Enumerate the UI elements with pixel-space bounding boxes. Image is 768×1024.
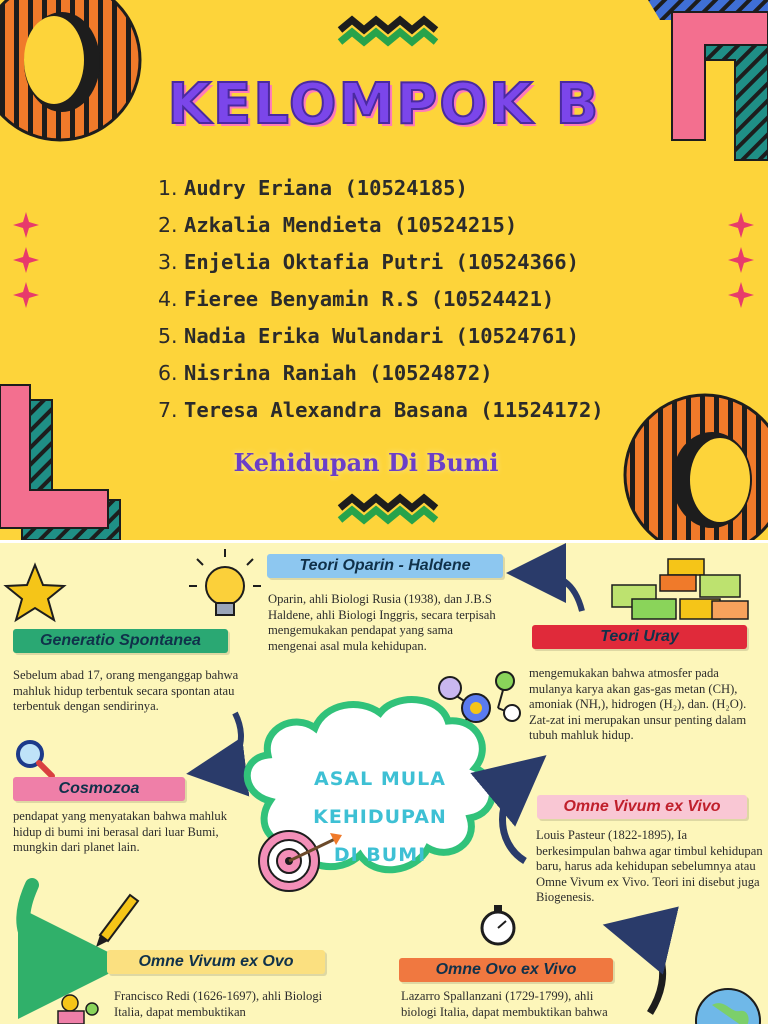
curved-arrow-icon [210,713,241,771]
central-title-line1: ASAL MULA [314,768,446,790]
page-title: KELOMPOK B [167,72,601,137]
pencil-icon [96,895,138,947]
list-item: 3. Enjelia Oktafia Putri (10524366) [158,250,579,274]
zigzag-bottom [340,498,436,520]
star-icon [6,565,64,620]
list-item: 2. Azkalia Mendieta (10524215) [158,213,518,237]
central-title [290,760,470,874]
lightbulb-icon [189,549,261,615]
text-omne-vivum-ex-vivo: Louis Pasteur (1822-1895), Ia berkesimpulan bahwa agar timbul kehidupan baru, harus ada kehidupan sebelumnya atau Omne Vivum ex Vivo. Teori ini disebut juga Biogenesis. [536,828,763,904]
member-list [158,170,604,429]
zigzag-top [340,20,436,42]
people-icon [58,995,98,1024]
text-generatio-spontanea: Sebelum abad 17, orang menganggap bahwa mahluk hidup terbentuk secara spontan atau terbentuk dengan sendirinya. [13,668,239,713]
sparkles-left [13,212,39,308]
globe-icon [696,989,760,1024]
lego-blocks-icon [612,559,748,619]
mindmap-slide [0,543,768,1024]
curved-arrow-icon [630,931,663,1013]
subtitle: Kehidupan Di Bumi [233,448,499,477]
text-cosmozoa: pendapat yang menyatakan bahwa mahluk hidup di bumi ini berasal dari luar Bumi, mungkin dari planet lain. [13,809,228,854]
label-omne-vivum-ex-vivo: Omne Vivum ex Vivo [537,795,747,819]
list-item: 5. Nadia Erika Wulandari (10524761) [158,324,579,348]
text-omne-vivum-ex-ovo: Francisco Redi (1626-1697), ahli Biologi Italia, dapat membuktikan [114,989,323,1019]
list-item: 1. Audry Eriana (10524185) [158,176,468,200]
label-omne-ovo-ex-vivo: Omne Ovo ex Vivo [399,958,613,982]
curved-arrow-icon [530,573,582,611]
list-item: 6. Nisrina Raniah (10524872) [158,361,493,385]
label-teori-oparin-haldene: Teori Oparin - Haldene [267,554,503,578]
curved-arrow-icon [503,773,526,861]
label-teori-uray: Teori Uray [532,625,747,649]
magnifier-icon [18,742,52,776]
label-omne-vivum-ex-ovo: Omne Vivum ex Ovo [107,950,325,974]
label-cosmozoa: Cosmozoa [13,777,185,801]
list-item: 4. Fieree Benyamin R.S (10524421) [158,287,555,311]
central-title-line2: KEHIDUPAN [313,806,447,828]
label-generatio-spontanea: Generatio Spontanea [13,629,228,653]
central-title-line3: DI BUMI [333,844,427,866]
curved-arrow-icon [23,885,88,963]
list-item: 7. Teresa Alexandra Basana (11524172) [158,398,604,422]
stopwatch-icon [482,905,514,944]
sparkles-right [728,212,754,308]
text-teori-uray: mengemukakan bahwa atmosfer pada mulanya karya akan gas-gas metan (CH), amoniak (NH,), hidrogen (H₂), dan. (H₂O). Zat-zat ini merupakan unsur penting dalam tubuh mahluk hidup. [529,666,747,742]
text-teori-oparin-haldene: Oparin, ahli Biologi Rusia (1938), dan J.B.S Haldene, ahli Biologi Inggris, secara terpisah mengemukakan pendapat yang sama mengenai asal mula kehidupan. [268,592,496,653]
text-omne-ovo-ex-vivo: Lazarro Spallanzani (1729-1799), ahli biologi Italia, dapat membuktikan bahwa [401,989,608,1019]
